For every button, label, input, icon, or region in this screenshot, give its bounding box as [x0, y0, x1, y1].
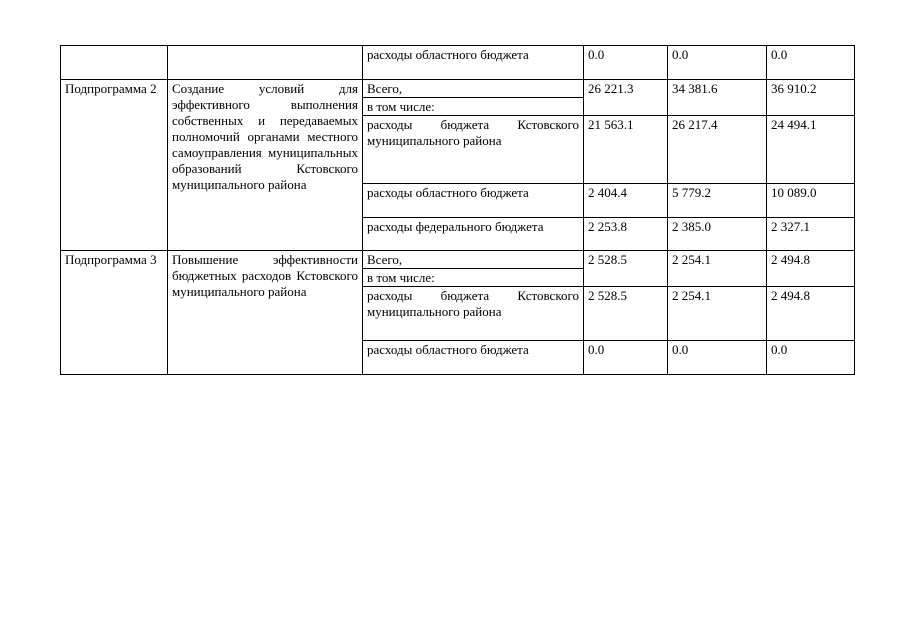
value-cell: 26 221.3	[584, 80, 668, 116]
value-cell: 21 563.1	[584, 116, 668, 184]
subprogram-name-cell: Подпрограмма 3	[61, 251, 168, 375]
value-cell: 36 910.2	[767, 80, 855, 116]
subprogram-description: Повышение эффективности бюджетных расходов Кстовского муниципального района	[172, 252, 358, 299]
value-cell: 2 327.1	[767, 218, 855, 251]
value-cell: 2 494.8	[767, 287, 855, 341]
value-cell: 24 494.1	[767, 116, 855, 184]
value-cell: 2 254.1	[668, 287, 767, 341]
empty-cell	[61, 46, 168, 80]
value-cell: 0.0	[767, 46, 855, 80]
subprogram-name-cell: Подпрограмма 2	[61, 80, 168, 251]
value-cell: 2 494.8	[767, 251, 855, 287]
value-cell: 5 779.2	[668, 184, 767, 218]
subprogram-description-cell	[168, 251, 363, 375]
value-cell: 0.0	[584, 46, 668, 80]
total-label-cell: Всего,	[363, 80, 584, 98]
value-cell: 0.0	[584, 341, 668, 375]
value-cell: 34 381.6	[668, 80, 767, 116]
funding-source-cell: расходы бюджета Кстовского муниципального района	[363, 116, 584, 184]
value-cell: 10 089.0	[767, 184, 855, 218]
value-cell: 2 254.1	[668, 251, 767, 287]
including-label-cell: в том числе:	[363, 269, 584, 287]
funding-source-cell: расходы федерального бюджета	[363, 218, 584, 251]
value-cell: 2 385.0	[668, 218, 767, 251]
table-row	[61, 251, 855, 269]
table-row	[61, 80, 855, 98]
budget-table	[60, 45, 855, 375]
subprogram-description: Создание условий для эффективного выполнения собственных и передаваемых полномочий органами местного самоуправления муниципальных образований Кстовского муниципального района	[172, 81, 358, 192]
value-cell: 0.0	[668, 46, 767, 80]
total-label-cell: Всего,	[363, 251, 584, 269]
including-label-cell: в том числе:	[363, 98, 584, 116]
value-cell: 2 404.4	[584, 184, 668, 218]
value-cell: 2 253.8	[584, 218, 668, 251]
subprogram-description-cell	[168, 80, 363, 251]
value-cell: 0.0	[767, 341, 855, 375]
funding-source-cell: расходы областного бюджета	[363, 341, 584, 375]
value-cell: 2 528.5	[584, 287, 668, 341]
funding-source-cell: расходы областного бюджета	[363, 184, 584, 218]
table-row	[61, 46, 855, 80]
funding-source-cell: расходы бюджета Кстовского муниципального района	[363, 287, 584, 341]
empty-cell	[168, 46, 363, 80]
value-cell: 26 217.4	[668, 116, 767, 184]
funding-source-cell: расходы областного бюджета	[363, 46, 584, 80]
value-cell: 2 528.5	[584, 251, 668, 287]
value-cell: 0.0	[668, 341, 767, 375]
